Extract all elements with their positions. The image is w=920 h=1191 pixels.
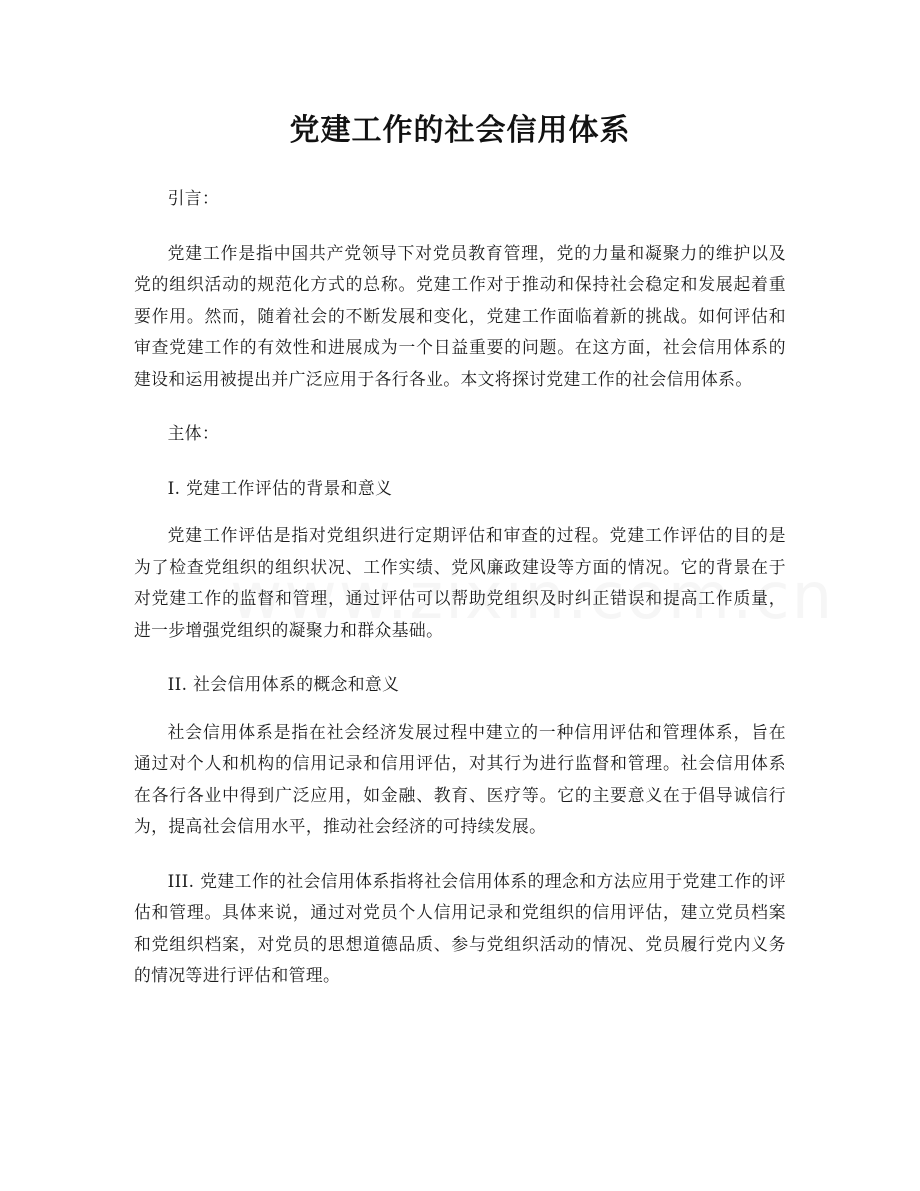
section2-paragraph: 社会信用体系是指在社会经济发展过程中建立的一种信用评估和管理体系，旨在通过对个人和机构的信用记录和信用评估，对其行为进行监督和管理。社会信用体系在各行各业中得到广泛应用，如金融、教育、医疗等。它的主要意义在于倡导诚信行为，提高社会信用水平，推动社会经济的可持续发展。 [134,721,786,836]
section3-paragraph: III. 党建工作的社会信用体系指将社会信用体系的理念和方法应用于党建工作的评估和管理。具体来说，通过对党员个人信用记录和党组织的信用评估，建立党员档案和党组织档案，对党员的思想道德品质、参与党组织活动的情况、党员履行党内义务的情况等进行评估和管理。 [134,870,786,985]
document-body [134,183,786,1006]
intro-paragraph: 党建工作是指中国共产党领导下对党员教育管理，党的力量和凝聚力的维护以及党的组织活动的规范化方式的总称。党建工作对于推动和保持社会稳定和发展起着重要作用。然而，随着社会的不断发展和变化，党建工作面临着新的挑战。如何评估和审查党建工作的有效性和进展成为一个日益重要的问题。在这方面，社会信用体系的建设和运用被提出并广泛应用于各行各业。本文将探讨党建工作的社会信用体系。 [134,242,786,389]
intro-label: 引言： [167,188,220,208]
main-label: 主体： [167,423,220,443]
document-title: 党建工作的社会信用体系 [289,113,631,148]
section2-heading: II. 社会信用体系的概念和意义 [167,674,400,694]
section1-paragraph: 党建工作评估是指对党组织进行定期评估和审查的过程。党建工作评估的目的是为了检查党组织的组织状况、工作实绩、党风廉政建设等方面的情况。它的背景在于对党建工作的监督和管理，通过评估可以帮助党组织及时纠正错误和提高工作质量，进一步增强党组织的凝聚力和群众基础。 [134,525,786,640]
section1-heading: I. 党建工作评估的背景和意义 [167,477,393,498]
